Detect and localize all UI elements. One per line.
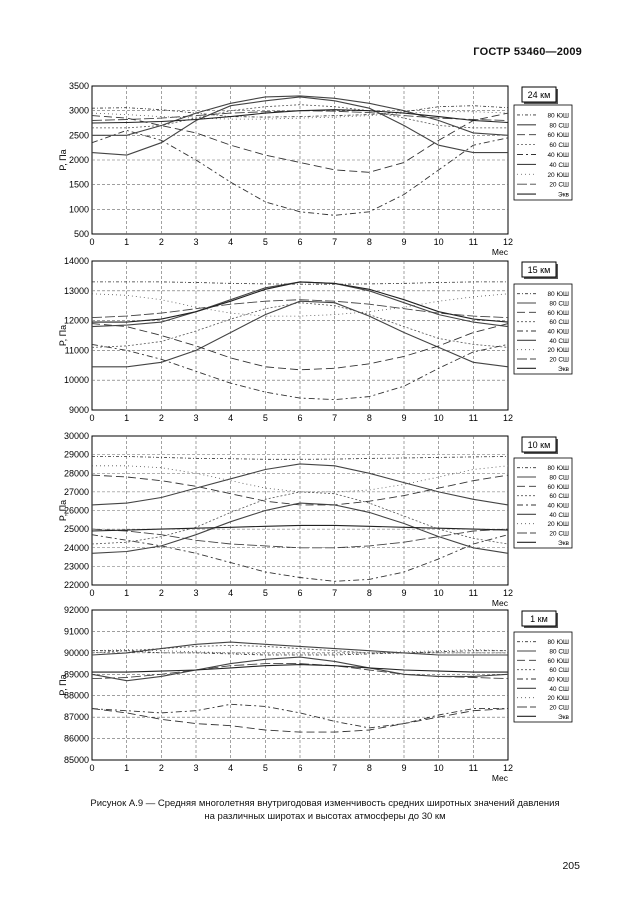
legend-label: 60 ЮШ (547, 132, 569, 140)
y-axis-label: P, Па (58, 149, 68, 171)
legend-label: 20 СШ (549, 530, 569, 538)
x-axis-label: Мес (491, 773, 508, 783)
y-axis-label: P, Па (58, 499, 68, 522)
x-tick-label: 1 (124, 763, 130, 773)
legend-label: 60 ЮШ (547, 483, 569, 491)
legend-label: Экв (558, 191, 569, 199)
y-tick-label: 26000 (63, 505, 89, 516)
y-tick-label: 30000 (63, 431, 89, 441)
x-tick-label: 10 (433, 413, 444, 423)
legend-label: 20 ЮШ (547, 171, 569, 179)
y-tick-label: 10000 (63, 375, 89, 386)
legend-label: 60 ЮШ (547, 309, 569, 317)
legend-label: 40 ЮШ (547, 502, 569, 510)
legend-label: 80 СШ (549, 122, 569, 130)
y-tick-label: 9000 (68, 405, 89, 415)
y-tick-label: 89000 (63, 669, 89, 680)
y-tick-label: 14000 (63, 256, 89, 266)
x-tick-label: 10 (433, 588, 444, 598)
legend-label: 80 ЮШ (547, 639, 569, 647)
y-tick-label: 11000 (64, 345, 89, 356)
y-tick-label: 87000 (63, 712, 89, 723)
x-tick-label: 11 (468, 413, 479, 423)
legend-label: 60 СШ (549, 319, 569, 327)
chart-title: 15 км (527, 265, 551, 275)
x-tick-label: 4 (228, 588, 234, 598)
y-tick-label: 2500 (68, 130, 89, 141)
legend-label: Экв (558, 365, 569, 373)
x-tick-label: 0 (89, 763, 95, 773)
x-tick-label: 3 (193, 413, 199, 423)
y-tick-label: 24000 (63, 542, 89, 553)
chart-title: 24 км (527, 90, 551, 100)
y-tick-label: 29000 (63, 449, 89, 460)
x-tick-label: 0 (89, 413, 95, 423)
y-tick-label: 500 (73, 229, 89, 239)
y-tick-label: 27000 (63, 486, 89, 497)
x-tick-label: 1 (124, 413, 130, 423)
x-tick-label: 11 (468, 763, 479, 773)
y-axis-label: P, Па (58, 324, 68, 347)
x-axis-label: Мес (491, 247, 508, 257)
y-tick-label: 12000 (63, 315, 89, 326)
x-tick-label: 9 (401, 237, 407, 247)
legend-label: 80 ЮШ (547, 465, 569, 473)
x-tick-label: 8 (366, 237, 372, 247)
document-header: ГОСТР 53460—2009 (473, 46, 582, 58)
x-tick-label: 4 (228, 763, 234, 773)
legend-label: 80 СШ (549, 474, 569, 482)
y-tick-label: 86000 (63, 733, 89, 744)
legend-label: Экв (558, 713, 569, 721)
x-tick-label: 9 (401, 588, 407, 598)
x-tick-label: 9 (401, 763, 407, 773)
legend-label: 40 СШ (549, 511, 569, 519)
x-tick-label: 3 (193, 237, 199, 247)
x-tick-label: 10 (433, 763, 444, 773)
x-tick-label: 11 (468, 588, 479, 598)
x-tick-label: 6 (297, 413, 303, 423)
x-tick-label: 6 (297, 237, 303, 247)
x-tick-label: 5 (262, 588, 268, 598)
y-tick-label: 3500 (68, 81, 89, 91)
y-tick-label: 92000 (63, 605, 89, 615)
caption-line-2: на различных широтах и высотах атмосферы до 30 км (204, 811, 446, 822)
x-tick-label: 4 (228, 413, 234, 423)
x-tick-label: 0 (89, 588, 95, 598)
y-tick-label: 1500 (68, 179, 89, 190)
x-tick-label: 3 (193, 588, 199, 598)
legend-label: 20 ЮШ (547, 347, 569, 355)
legend-label: 20 СШ (549, 181, 569, 189)
x-tick-label: 6 (297, 588, 303, 598)
legend-label: 40 ЮШ (547, 676, 569, 684)
x-tick-label: 9 (401, 413, 407, 423)
y-tick-label: 91000 (63, 626, 89, 637)
chart-panel-2 (58, 256, 572, 423)
y-tick-label: 28000 (63, 468, 89, 479)
x-tick-label: 3 (193, 763, 199, 773)
x-tick-label: 2 (158, 763, 164, 773)
y-tick-label: 23000 (63, 561, 89, 572)
x-tick-label: 12 (502, 588, 514, 598)
x-tick-label: 2 (158, 588, 164, 598)
y-tick-label: 2000 (68, 155, 89, 165)
legend-label: 80 ЮШ (547, 112, 569, 120)
page-number: 205 (562, 860, 580, 872)
x-tick-label: 5 (262, 237, 268, 247)
x-tick-label: 2 (158, 413, 164, 423)
legend-label: 20 СШ (549, 356, 569, 364)
caption-line-1: Рисунок А.9 — Средняя многолетняя внутригодовая изменчивость средних широтных значений давления (90, 798, 560, 809)
y-tick-label: 90000 (63, 647, 89, 658)
x-tick-label: 6 (297, 763, 303, 773)
y-tick-label: 3000 (68, 105, 89, 116)
x-tick-label: 0 (89, 237, 95, 247)
chart-panel-4 (58, 605, 572, 783)
x-tick-label: 1 (124, 588, 130, 598)
x-tick-label: 1 (124, 237, 130, 247)
legend-label: 60 СШ (549, 142, 569, 150)
x-tick-label: 10 (433, 237, 444, 247)
figure-caption (40, 797, 610, 823)
y-tick-label: 22000 (63, 580, 89, 590)
legend-label: 80 СШ (549, 300, 569, 308)
x-tick-label: 7 (332, 413, 338, 423)
x-tick-label: 12 (502, 763, 514, 773)
x-tick-label: 12 (502, 237, 514, 247)
y-tick-label: 13000 (63, 285, 89, 296)
chart-title: 10 км (527, 440, 551, 450)
y-axis-label: P, Па (58, 674, 68, 696)
chart-panel-3 (58, 431, 572, 608)
legend-label: 80 ЮШ (547, 291, 569, 299)
legend-label: 60 СШ (549, 493, 569, 501)
series-line-4 (92, 303, 508, 348)
legend-label: 20 СШ (549, 704, 569, 712)
x-tick-label: 8 (366, 413, 372, 423)
legend-label: 40 СШ (549, 685, 569, 693)
y-tick-label: 88000 (63, 690, 89, 701)
y-tick-label: 1000 (68, 204, 89, 215)
chart-panel-1 (58, 81, 572, 257)
legend-label: 60 СШ (549, 667, 569, 675)
x-tick-label: 11 (468, 237, 479, 247)
legend-label: 60 ЮШ (547, 657, 569, 665)
legend-label: Экв (558, 539, 569, 547)
legend-label: 40 СШ (549, 337, 569, 345)
legend-label: 40 СШ (549, 161, 569, 169)
x-tick-label: 8 (366, 588, 372, 598)
x-tick-label: 7 (332, 237, 338, 247)
series-line-3 (92, 475, 508, 505)
x-tick-label: 5 (262, 413, 268, 423)
legend-label: 80 СШ (549, 648, 569, 656)
legend-label: 20 ЮШ (547, 695, 569, 703)
x-axis-label: Мес (491, 598, 508, 608)
legend-label: 40 ЮШ (547, 152, 569, 159)
legend-label: 40 ЮШ (547, 328, 569, 336)
legend-label: 20 ЮШ (547, 521, 569, 529)
x-tick-label: 7 (332, 588, 338, 598)
x-tick-label: 7 (332, 763, 338, 773)
x-tick-label: 8 (366, 763, 372, 773)
y-tick-label: 25000 (63, 524, 89, 535)
chart-title: 1 км (530, 614, 548, 624)
y-tick-label: 85000 (63, 755, 89, 765)
x-tick-label: 2 (158, 237, 164, 247)
x-tick-label: 12 (502, 413, 514, 423)
x-tick-label: 5 (262, 763, 268, 773)
x-tick-label: 4 (228, 237, 234, 247)
